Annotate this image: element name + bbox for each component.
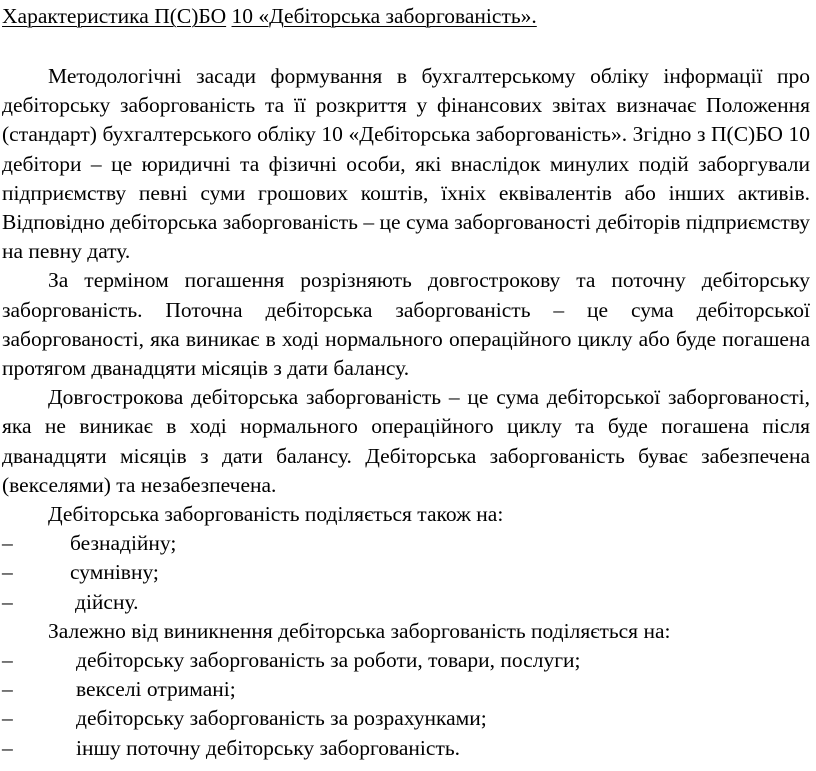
list-intro-classification: Дебіторська заборгованість поділяється також на: bbox=[48, 502, 504, 527]
document-page bbox=[2, 0, 810, 763]
dash-bullet: – bbox=[2, 531, 13, 556]
dash-bullet: – bbox=[2, 589, 13, 614]
list-item-text: безнадійну; bbox=[70, 531, 177, 556]
list-item bbox=[2, 529, 810, 558]
list-item-text: іншу поточну дебіторську заборгованість. bbox=[76, 735, 461, 760]
list-item bbox=[2, 588, 810, 617]
paragraph-long-term-receivables: Довгострокова дебіторська заборгованість – це сума дебіторської заборгованості, яка не виникає в ході нормального операційного циклу та буде погашена після дванадцяти місяців з дати балансу. Дебіторська заборгованість буває забезпечена (векселями) та незабезпечена. bbox=[2, 385, 810, 497]
dash-bullet: – bbox=[2, 648, 13, 673]
list-item-text: дебіторську заборгованість за розрахунками; bbox=[76, 706, 487, 731]
list-item bbox=[2, 675, 810, 704]
title-part-1: Характеристика П(С)БО bbox=[2, 4, 227, 28]
document-title bbox=[2, 0, 810, 32]
blank-line bbox=[2, 32, 810, 62]
dash-bullet: – bbox=[2, 677, 13, 702]
dash-bullet: – bbox=[2, 560, 13, 585]
list-item bbox=[2, 558, 810, 587]
paragraph-current-receivables: За терміном погашення розрізняють довгострокову та поточну дебіторську заборгованість. Поточна дебіторська заборгованість – це сума дебіторської заборгованості, яка виникає в ході нормального операційного циклу або буде погашена протягом дванадцяти місяців з дати балансу. bbox=[2, 268, 810, 381]
dash-bullet: – bbox=[2, 735, 13, 760]
list-item bbox=[2, 704, 810, 733]
origin-list bbox=[2, 646, 810, 763]
list-item-text: дебіторську заборгованість за роботи, товари, послуги; bbox=[76, 648, 581, 673]
list-item-text: векселі отримані; bbox=[76, 677, 236, 702]
dash-bullet: – bbox=[2, 706, 13, 731]
title-part-2: 10 «Дебіторська заборгованість». bbox=[231, 4, 537, 28]
list-item bbox=[2, 646, 810, 675]
list-item-text: дійсну. bbox=[75, 589, 139, 614]
paragraph-methodology: Методологічні засади формування в бухгалтерському обліку інформації про дебіторську заборгованість та її розкриття у фінансових звітах визначає Положення (стандарт) бухгалтерського обліку 10 «Дебіторська заборгованість». Згідно з П(С)БО 10 дебітори – це юридичні та фізичні особи, які внаслідок минулих подій заборгували підприємству певні суми грошових коштів, їхніх еквівалентів або інших активів. Відповідно дебіторська заборгованість – це сума заборгованості дебіторів підприємству на певну дату. bbox=[2, 64, 810, 264]
list-item bbox=[2, 734, 810, 763]
list-intro-origin: Залежно від виникнення дебіторська заборгованість поділяється на: bbox=[48, 618, 671, 643]
list-item-text: сумнівну; bbox=[70, 560, 159, 585]
classification-list bbox=[2, 529, 810, 617]
